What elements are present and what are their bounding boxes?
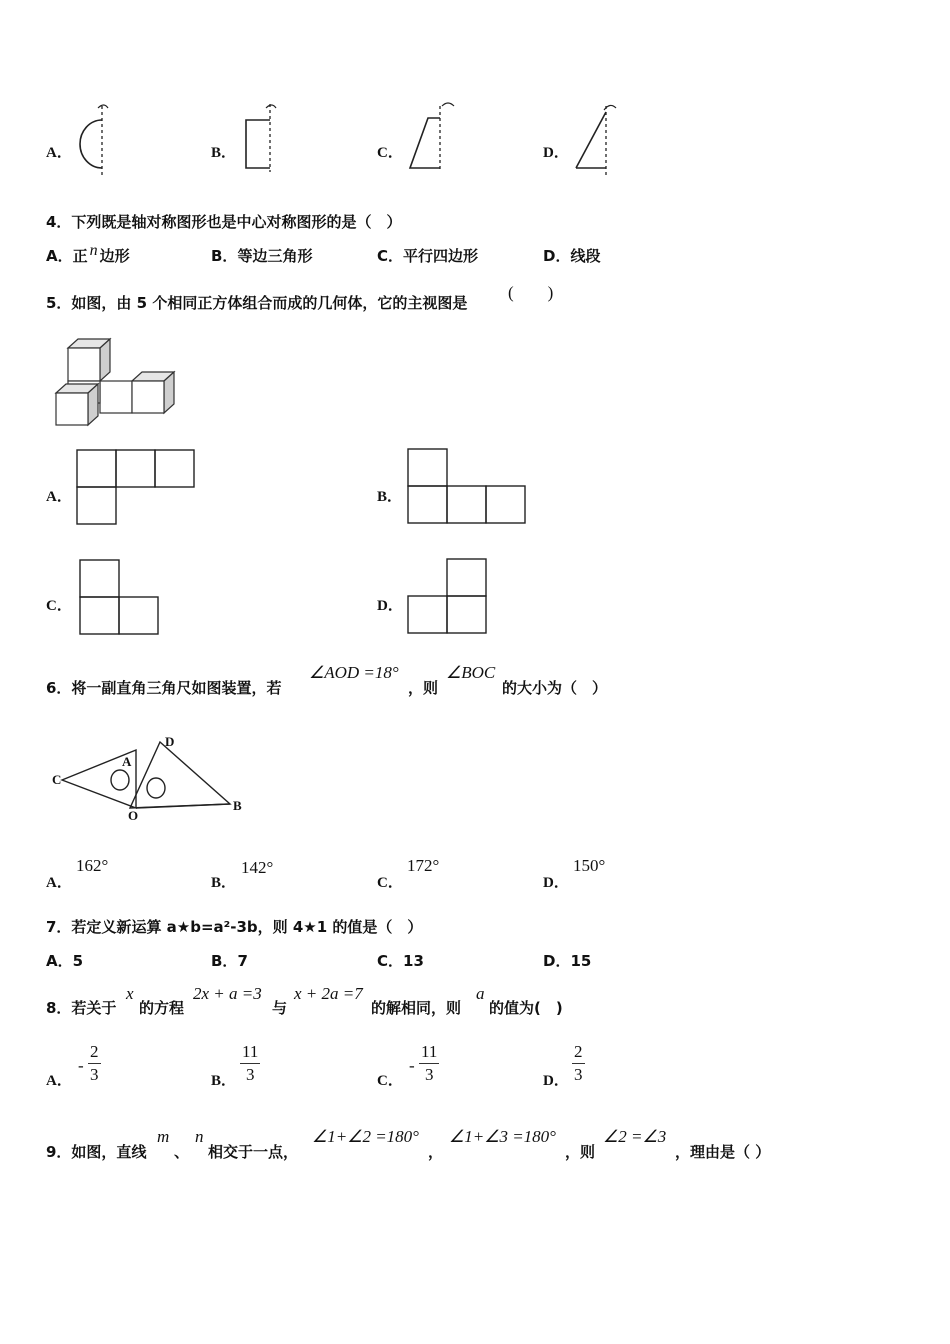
q8-var-x: x xyxy=(126,984,134,1003)
q6-option-b-label: B． xyxy=(211,875,237,891)
q4-option-a xyxy=(46,242,130,266)
q4-option-b xyxy=(211,245,312,266)
q9-expr-2: ∠1+∠3 =180° xyxy=(449,1127,556,1146)
q8-option-c-sign: - xyxy=(409,1056,415,1075)
q3-option-b-label: B． xyxy=(211,145,237,161)
q4-option-d-label: D． xyxy=(543,247,571,265)
q5-option-c-label: C． xyxy=(46,598,72,614)
q4-stem: 4．下列既是轴对称图形也是中心对称图形的是（ ） xyxy=(46,213,402,231)
q3-option-d-figure xyxy=(568,100,628,180)
q7-option-d xyxy=(543,950,591,971)
q5-option-a-figure xyxy=(76,449,196,527)
q4-option-b-text: 等边三角形 xyxy=(237,247,313,265)
q8-stem-5: 的值为( ) xyxy=(489,999,563,1017)
q7-option-b-label: B． xyxy=(211,952,238,970)
q6-expr-aod: ∠AOD =18° xyxy=(309,663,399,682)
q6-label-d: D xyxy=(165,734,175,749)
q6-label-b: B xyxy=(233,798,242,813)
q8-stem-3: 与 xyxy=(272,999,288,1017)
q9-stem-2: 、 xyxy=(174,1143,190,1161)
q5-option-d-label: D． xyxy=(377,598,403,614)
q6-stem-post: 的大小为（ ） xyxy=(502,679,608,697)
q8-option-a-sign: - xyxy=(78,1056,84,1075)
q5-answer-paren: ( ) xyxy=(508,283,554,302)
q9-stem-4: ，则 xyxy=(565,1143,596,1161)
q6-option-b-value: 142° xyxy=(241,858,274,877)
q8-option-a-fraction xyxy=(88,1042,101,1085)
q7-option-c-label: C． xyxy=(377,952,404,970)
q3-option-a-label: A． xyxy=(46,145,72,161)
q7-option-a xyxy=(46,950,83,971)
q6-option-a-label: A． xyxy=(46,875,72,891)
q8-option-d-label: D． xyxy=(543,1073,569,1089)
q4-option-c-text: 平行四边形 xyxy=(403,247,479,265)
q8-option-d-denominator: 3 xyxy=(574,1065,583,1084)
q8-option-c-denominator: 3 xyxy=(424,1065,434,1084)
q8-stem-4: 的解相同，则 xyxy=(371,999,462,1017)
q5-cube-figure xyxy=(52,336,182,428)
q8-option-c-numerator: 11 xyxy=(421,1042,438,1061)
q8-option-b-label: B． xyxy=(211,1073,237,1089)
q6-option-c-label: C． xyxy=(377,875,403,891)
q3-option-a-figure xyxy=(70,100,120,180)
q6-label-c: C xyxy=(52,772,62,787)
q4-option-d xyxy=(543,245,600,266)
q7-option-b-value: 7 xyxy=(237,952,248,970)
q8-option-d-numerator: 2 xyxy=(574,1042,583,1061)
q8-var-a: a xyxy=(476,984,485,1003)
q8-option-d-fraction xyxy=(572,1042,585,1085)
q7-option-a-label: A． xyxy=(46,952,73,970)
q5-option-b-figure xyxy=(407,448,529,526)
q7-stem: 7．若定义新运算 a★b=a²-3b，则 4★1 的值是（ ） xyxy=(46,918,423,936)
q6-stem-mid: ，则 xyxy=(408,679,439,697)
q5-option-a-label: A． xyxy=(46,489,72,505)
q3-option-c-label: C． xyxy=(377,145,403,161)
q7-option-c xyxy=(377,950,424,971)
q5-option-d-figure xyxy=(407,558,491,636)
q6-triangle-figure xyxy=(50,732,250,827)
q3-option-c-figure xyxy=(402,100,462,180)
q7-option-c-value: 13 xyxy=(403,952,424,970)
q5-stem: 5．如图，由 5 个相同正方体组合而成的几何体，它的主视图是 xyxy=(46,294,468,312)
q4-option-b-label: B． xyxy=(211,247,238,265)
q4-option-a-text-pre: 正 xyxy=(72,247,88,265)
q6-label-o: O xyxy=(128,808,139,823)
q8-option-c-fraction xyxy=(419,1042,439,1085)
q6-label-a: A xyxy=(122,754,132,769)
q8-option-c-label: C． xyxy=(377,1073,403,1089)
q8-option-b-denominator: 3 xyxy=(245,1065,255,1084)
q3-option-d-label: D． xyxy=(543,145,569,161)
q8-option-a-numerator: 2 xyxy=(90,1042,99,1061)
q3-option-b-figure xyxy=(238,100,288,180)
q7-option-b xyxy=(211,950,248,971)
q6-option-c-value: 172° xyxy=(407,856,440,875)
q7-option-a-value: 5 xyxy=(72,952,84,970)
q4-option-a-label: A． xyxy=(46,247,73,265)
q9-var-n: n xyxy=(195,1127,204,1146)
q8-option-b-numerator: 11 xyxy=(242,1042,259,1061)
q8-equation-1: 2x + a =3 xyxy=(193,984,262,1003)
q4-option-a-text-post: 边形 xyxy=(99,247,130,265)
q9-stem-5: ，理由是（ ） xyxy=(675,1143,771,1161)
q4-option-d-text: 线段 xyxy=(570,247,601,265)
q5-option-c-figure xyxy=(79,559,163,637)
q8-stem-2: 的方程 xyxy=(139,999,185,1017)
q6-stem-pre: 6．将一副直角三角尺如图装置，若 xyxy=(46,679,282,697)
q5-option-b-label: B． xyxy=(377,489,403,505)
q9-sep: ， xyxy=(428,1143,444,1161)
q9-var-m: m xyxy=(157,1127,170,1146)
q6-expr-boc: ∠BOC xyxy=(446,663,496,682)
q6-option-d-label: D． xyxy=(543,875,569,891)
q6-option-d-value: 150° xyxy=(573,856,606,875)
q4-option-c xyxy=(377,245,478,266)
q8-option-a-label: A． xyxy=(46,1073,72,1089)
q4-option-a-var: n xyxy=(89,242,98,259)
q9-stem-3: 相交于一点， xyxy=(208,1143,299,1161)
q7-option-d-label: D． xyxy=(543,952,571,970)
q7-option-d-value: 15 xyxy=(570,952,592,970)
q8-option-a-denominator: 3 xyxy=(90,1065,99,1084)
q8-equation-2: x + 2a =7 xyxy=(294,984,363,1003)
q8-stem-1: 8．若关于 xyxy=(46,999,117,1017)
q9-expr-1: ∠1+∠2 =180° xyxy=(312,1127,419,1146)
q9-stem-1: 9．如图，直线 xyxy=(46,1143,147,1161)
q8-option-b-fraction xyxy=(240,1042,260,1085)
q6-option-a-value: 162° xyxy=(76,856,109,875)
q4-option-c-label: C． xyxy=(377,247,404,265)
q9-expr-3: ∠2 =∠3 xyxy=(603,1127,667,1146)
